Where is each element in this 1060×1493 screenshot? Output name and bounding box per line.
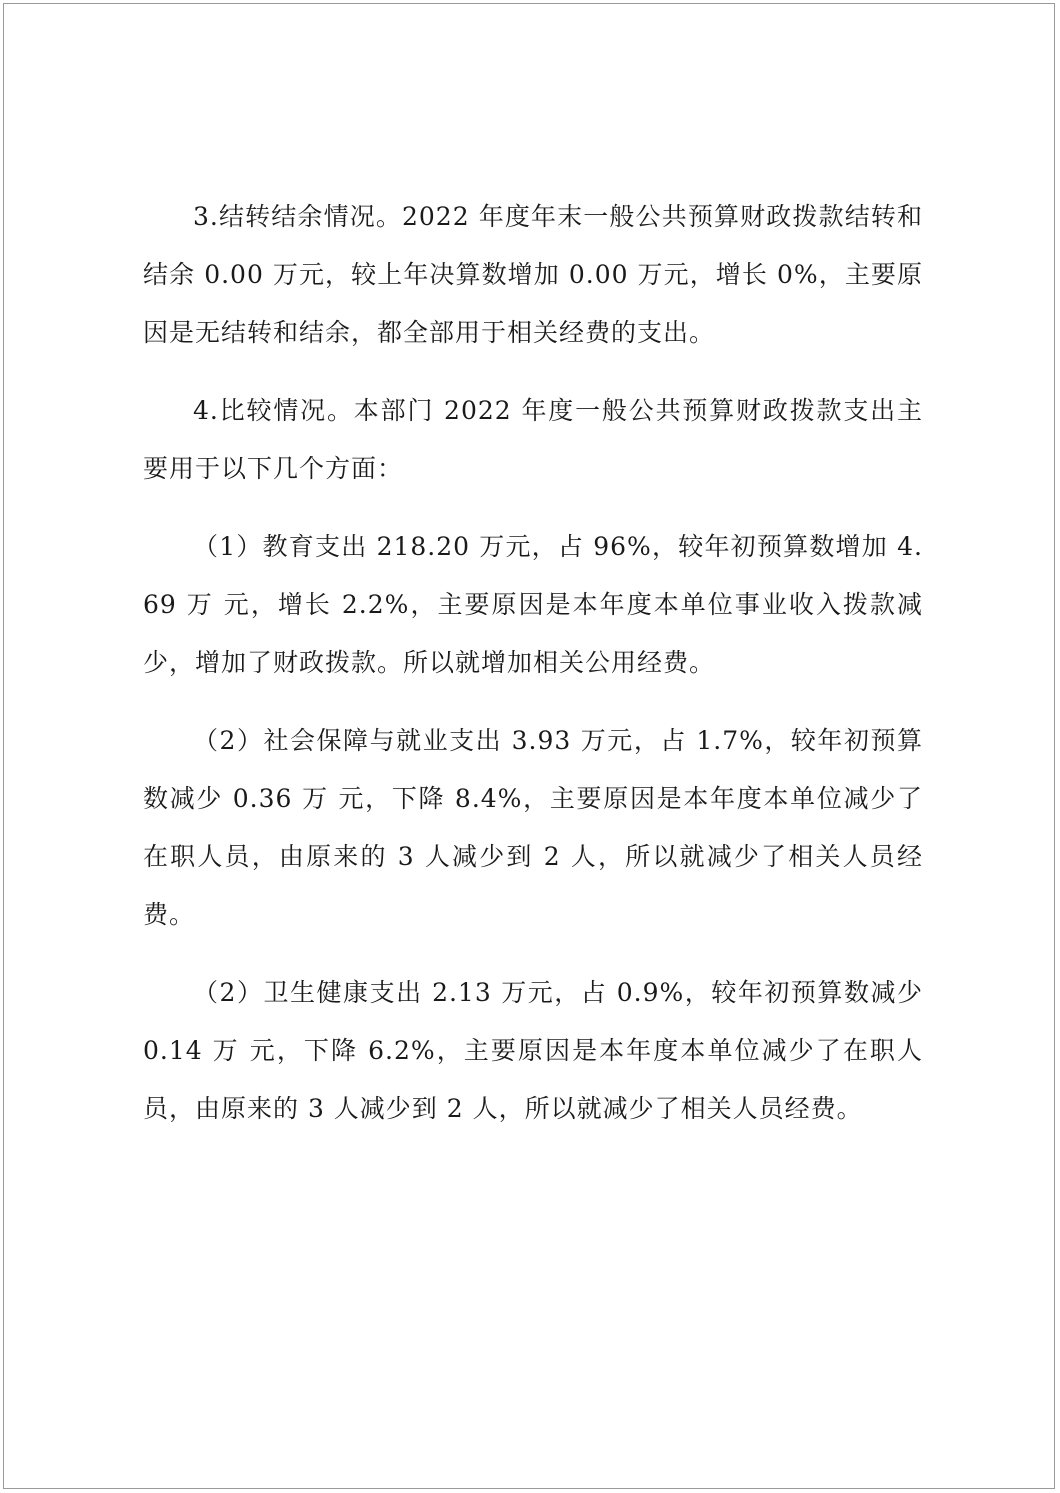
paragraph-gap	[143, 692, 923, 712]
paragraph-health-expenditure: （2）卫生健康支出 2.13 万元，占 0.9%，较年初预算数减少 0.14 万 元，下降 6.2%，主要原因是本年度本单位减少了在职人员，由原来的 3 人减少到 2 人，所以就减少了相关人员经费。	[143, 978, 923, 1123]
paragraph-education-expenditure: （1）教育支出 218.20 万元，占 96%，较年初预算数增加 4.69 万 元，增长 2.2%，主要原因是本年度本单位事业收入拨款减少，增加了财政拨款。所以就增加相关公用经费。	[143, 532, 923, 677]
paragraph-gap	[143, 944, 923, 964]
document-body	[143, 188, 923, 1138]
paragraph-gap	[143, 498, 923, 518]
paragraph-gap	[143, 362, 923, 382]
paragraph-social-security-expenditure: （2）社会保障与就业支出 3.93 万元，占 1.7%，较年初预算数减少 0.36 万 元，下降 8.4%，主要原因是本年度本单位减少了在职人员，由原来的 3 人减少到 2 人，所以就减少了相关人员经费。	[143, 726, 923, 929]
paragraph-comparison: 4.比较情况。本部门 2022 年度一般公共预算财政拨款支出主要用于以下几个方面：	[143, 396, 923, 483]
paragraph-carryover-balance: 3.结转结余情况。2022 年度年末一般公共预算财政拨款结转和结余 0.00 万元，较上年决算数增加 0.00 万元，增长 0%，主要原因是无结转和结余，都全部用于相关经费的支出。	[143, 202, 923, 347]
